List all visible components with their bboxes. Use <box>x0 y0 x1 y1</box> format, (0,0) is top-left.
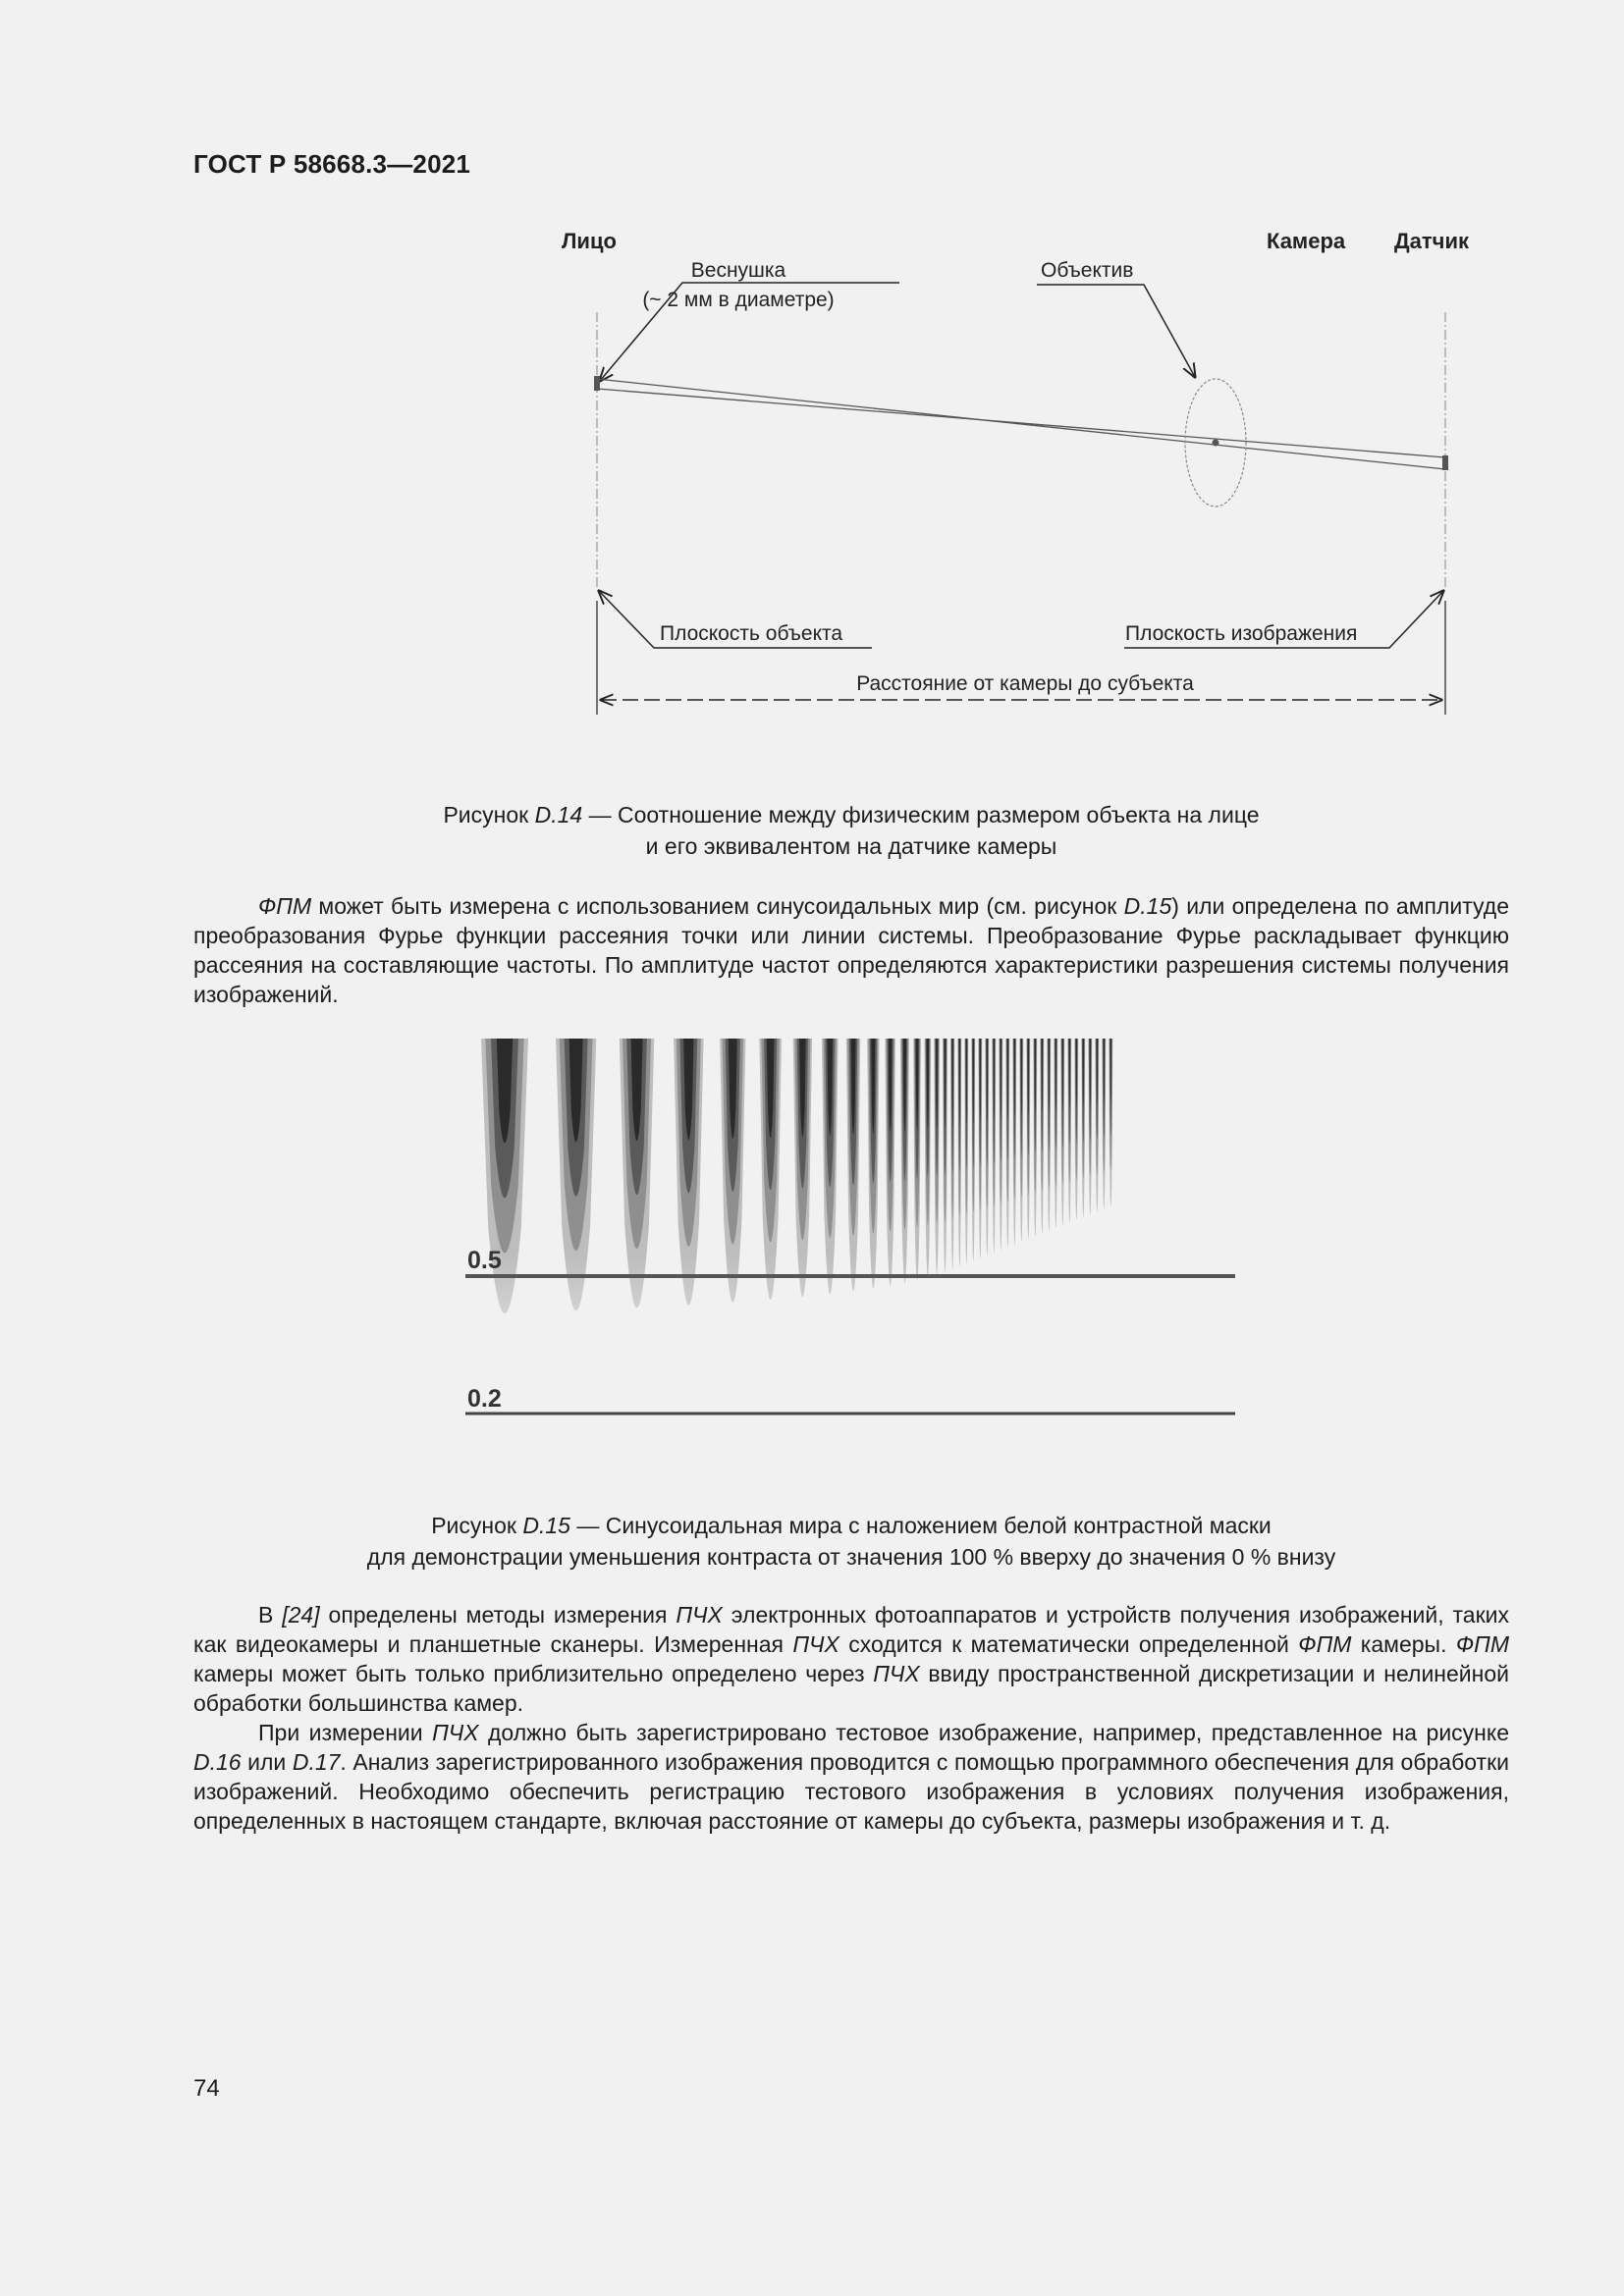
figure-d15-caption <box>193 1510 1509 1573</box>
text-run: ввиду пространственной дискретизации и нелинейной обработки большинства камер. <box>193 1661 1509 1716</box>
figure-ref: D.15 <box>1123 893 1172 919</box>
freckle-label: Веснушка <box>690 259 786 282</box>
text-run: сходится к математически определенной <box>839 1631 1299 1657</box>
text-run: При измерении <box>258 1720 433 1745</box>
freckle-size-label: (~ 2 мм в диаметре) <box>642 289 835 311</box>
face-label: Лицо <box>562 229 617 253</box>
text-run: или <box>241 1749 293 1775</box>
figure-d14-caption <box>193 799 1509 862</box>
term-mtf: ФПМ <box>1455 1631 1509 1657</box>
lens-label: Объектив <box>1041 259 1134 282</box>
paragraph-mtf <box>193 891 1509 1009</box>
text-run: камеры может быть только приблизительно определено через <box>193 1661 874 1686</box>
term-mtf: ФПМ <box>258 893 312 919</box>
caption-number: D.15 <box>522 1513 570 1538</box>
figure-ref: D.17 <box>292 1749 341 1775</box>
caption-text-line2: для демонстрации уменьшения контраста от значения 100 % вверху до значения 0 % внизу <box>366 1544 1336 1570</box>
reference: [24] <box>282 1602 320 1628</box>
sine-wedges <box>461 1039 1247 1402</box>
paragraph-sfr <box>193 1600 1509 1836</box>
text-run: электронных фотоаппаратов и устройств получения изображений, таких как видеокамеры и планшетные сканеры. Измеренная <box>193 1602 1510 1657</box>
text-run: В <box>258 1602 283 1628</box>
term-sfr: ПЧХ <box>432 1720 479 1745</box>
text-run: ) или определена по амплитуде преобразования Фурье функции рассеяния точки или линии системы. Преобразование Фурье раскладывает функцию рассеяния на составляющие частоты. По амплитуде частот определяются характеристики разрешения системы получения изображений. <box>193 893 1509 1007</box>
level-label-0.2: 0.2 <box>467 1385 502 1413</box>
lens-center <box>1213 440 1219 447</box>
caption-text: — Синусоидальная мира с наложением белой контрастной маски <box>569 1513 1272 1538</box>
text-run: может быть измерена с использованием синусоидальных мир (см. рисунок <box>311 893 1124 919</box>
sensor-label: Датчик <box>1394 229 1469 253</box>
figure-d14-diagram <box>550 216 1492 726</box>
figure-ref: D.16 <box>193 1749 242 1775</box>
ray-top <box>597 379 1445 469</box>
caption-prefix: Рисунок <box>431 1513 523 1538</box>
caption-text: — Соотношение между физическим размером объекта на лице <box>582 802 1260 828</box>
caption-text-line2: и его эквивалентом на датчике камеры <box>645 833 1057 859</box>
term-sfr: ПЧХ <box>873 1661 920 1686</box>
level-label-0.5: 0.5 <box>467 1247 502 1274</box>
caption-number: D.14 <box>534 802 583 828</box>
caption-prefix: Рисунок <box>443 802 535 828</box>
camera-label: Камера <box>1267 229 1346 253</box>
distance-label: Расстояние от камеры до субъекта <box>856 672 1194 695</box>
text-run: определены методы измерения <box>319 1602 677 1628</box>
document-header: ГОСТ Р 58668.3—2021 <box>193 149 471 179</box>
page-number: 74 <box>193 2075 220 2102</box>
text-run: должно быть зарегистрировано тестовое изображение, например, представленное на рисунке <box>478 1720 1509 1745</box>
ray-bottom <box>597 389 1445 457</box>
term-mtf: ФПМ <box>1298 1631 1352 1657</box>
term-sfr: ПЧХ <box>792 1631 839 1657</box>
text-run: камеры. <box>1351 1631 1456 1657</box>
image-plane-label: Плоскость изображения <box>1125 622 1358 645</box>
object-plane-label: Плоскость объекта <box>660 622 843 645</box>
figure-d15-sine-target <box>461 1039 1247 1421</box>
text-run: . Анализ зарегистрированного изображения проводится с помощью программного обеспечения для обработки изображений. Необходимо обеспечить регистрацию тестового изображения в условиях получения изображения, определенных в настоящем стандарте, включая расстояние от камеры до субъекта, размеры изображения и т. д. <box>193 1749 1509 1834</box>
lens-leader <box>1037 285 1195 377</box>
term-sfr: ПЧХ <box>676 1602 723 1628</box>
